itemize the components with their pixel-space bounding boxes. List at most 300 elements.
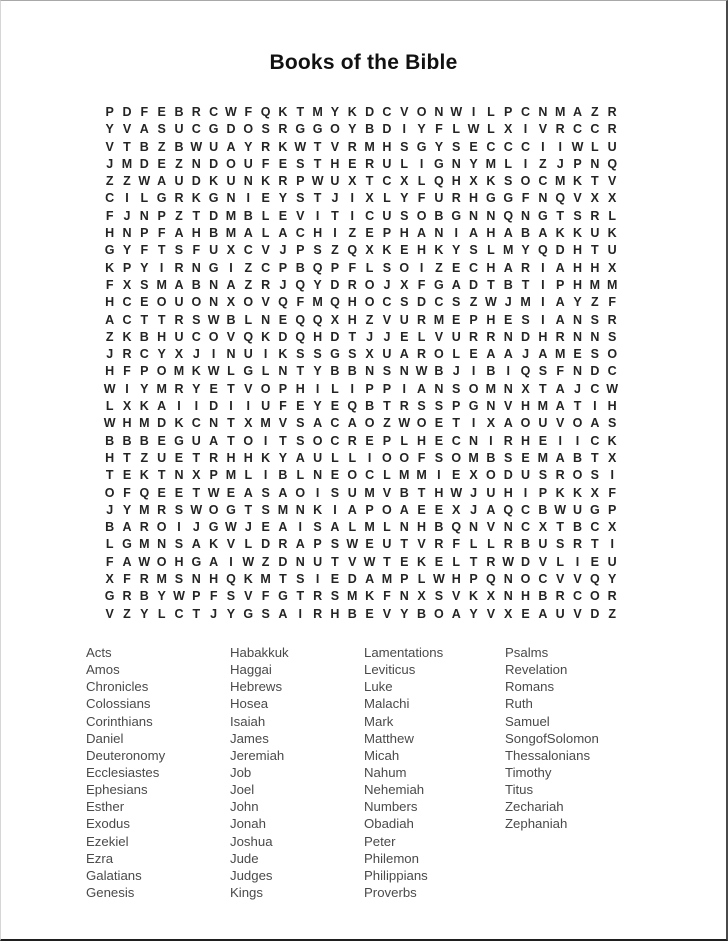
grid-letter: A: [399, 347, 409, 362]
grid-letter: A: [226, 139, 236, 154]
grid-letter: Y: [452, 243, 461, 258]
grid-letter: R: [261, 277, 271, 292]
grid-letter: S: [330, 485, 340, 500]
word-list-item: Numbers: [364, 799, 418, 815]
grid-letter: W: [294, 139, 307, 154]
grid-letter: N: [209, 295, 219, 310]
grid-letter: S: [504, 174, 513, 189]
word-list-item: Philemon: [364, 850, 419, 866]
grid-letter: S: [608, 416, 617, 431]
grid-letter: I: [402, 122, 406, 137]
grid-letter: T: [227, 381, 235, 396]
grid-letter: X: [174, 347, 184, 362]
grid-letter: U: [209, 139, 219, 154]
grid-letter: E: [174, 485, 184, 500]
grid-letter: T: [348, 329, 357, 344]
grid-letter: P: [608, 502, 617, 517]
grid-letter: A: [278, 226, 288, 241]
word-list-item: Genesis: [86, 884, 135, 900]
grid-letter: A: [226, 277, 236, 292]
grid-row: [101, 277, 621, 294]
grid-letter: C: [469, 260, 479, 275]
grid-letter: C: [174, 606, 184, 621]
grid-letter: M: [485, 156, 497, 171]
word-list-item: Deuteronomy: [86, 747, 166, 763]
grid-letter: I: [541, 295, 545, 310]
grid-letter: D: [139, 156, 149, 171]
grid-letter: J: [366, 329, 374, 344]
word-list-item: Ecclesiastes: [86, 764, 160, 780]
grid-letter: K: [573, 174, 583, 189]
grid-letter: S: [556, 537, 565, 552]
grid-letter: F: [296, 295, 305, 310]
grid-letter: T: [591, 450, 599, 465]
grid-letter: K: [486, 174, 496, 189]
grid-letter: Z: [105, 329, 114, 344]
grid-letter: B: [139, 433, 149, 448]
grid-letter: K: [261, 174, 271, 189]
grid-letter: D: [278, 554, 288, 569]
grid-letter: W: [225, 105, 237, 119]
grid-letter: H: [590, 260, 600, 275]
grid-letter: H: [347, 312, 357, 327]
grid-letter: I: [541, 312, 545, 327]
grid-letter: X: [486, 589, 496, 604]
grid-letter: H: [399, 226, 409, 241]
grid-letter: M: [364, 139, 375, 154]
grid-letter: P: [400, 572, 409, 587]
grid-letter: R: [174, 312, 184, 327]
grid-letter: I: [350, 208, 354, 223]
grid-letter: C: [295, 226, 305, 241]
grid-letter: F: [417, 191, 426, 206]
grid-letter: L: [452, 554, 461, 569]
grid-letter: B: [174, 105, 184, 119]
word-list-item: Chronicles: [86, 679, 149, 695]
grid-letter: R: [313, 606, 323, 621]
grid-letter: Q: [295, 277, 306, 292]
grid-letter: A: [399, 502, 409, 517]
word-list-item: Proverbs: [364, 884, 417, 900]
grid-letter: N: [573, 364, 583, 379]
grid-letter: O: [243, 295, 254, 310]
grid-letter: H: [434, 485, 444, 500]
grid-letter: S: [296, 572, 305, 587]
grid-letter: O: [156, 520, 167, 535]
grid-letter: M: [156, 572, 167, 587]
grid-letter: S: [261, 122, 270, 137]
grid-letter: O: [382, 450, 392, 465]
grid-letter: D: [365, 105, 375, 119]
grid-row: [101, 139, 621, 156]
grid-letter: D: [521, 329, 531, 344]
grid-letter: E: [157, 433, 166, 448]
grid-letter: A: [503, 226, 513, 241]
grid-letter: G: [226, 502, 236, 517]
grid-letter: D: [521, 554, 531, 569]
grid-letter: O: [330, 122, 340, 137]
grid-letter: L: [400, 433, 409, 448]
grid-letter: G: [451, 208, 462, 223]
word-list-item: Daniel: [86, 730, 124, 746]
grid-letter: L: [400, 156, 409, 171]
grid-letter: Q: [347, 399, 358, 414]
grid-letter: F: [261, 589, 270, 604]
grid-letter: E: [400, 554, 409, 569]
grid-letter: Q: [330, 295, 340, 310]
word-list-item: Zephaniah: [505, 816, 568, 832]
grid-letter: W: [450, 485, 463, 500]
grid-letter: O: [191, 295, 202, 310]
grid-letter: V: [434, 329, 444, 344]
grid-letter: L: [261, 208, 270, 223]
grid-letter: S: [313, 243, 322, 258]
grid-letter: F: [279, 399, 287, 414]
grid-letter: A: [451, 606, 461, 621]
grid-letter: Q: [347, 243, 358, 258]
grid-letter: S: [590, 312, 600, 327]
grid-letter: T: [157, 312, 166, 327]
grid-letter: I: [541, 277, 545, 292]
grid-letter: U: [538, 416, 548, 431]
grid-letter: L: [227, 364, 235, 379]
grid-letter: M: [260, 416, 271, 431]
grid-letter: C: [122, 312, 132, 327]
grid-row: [101, 173, 621, 190]
grid-letter: L: [331, 381, 339, 396]
grid-letter: M: [468, 450, 479, 465]
grid-letter: B: [521, 537, 531, 552]
grid-letter: N: [174, 468, 184, 483]
grid-letter: D: [382, 122, 392, 137]
grid-letter: X: [469, 468, 478, 483]
grid-letter: K: [347, 105, 357, 119]
grid-letter: Q: [260, 105, 271, 119]
word-list-item: Romans: [505, 679, 555, 695]
grid-letter: N: [538, 105, 548, 119]
grid-letter: X: [608, 260, 617, 275]
grid-letter: N: [434, 105, 444, 119]
grid-letter: J: [106, 347, 114, 362]
grid-letter: I: [593, 399, 597, 414]
grid-letter: H: [157, 329, 167, 344]
grid-letter: E: [521, 606, 530, 621]
grid-letter: A: [555, 399, 565, 414]
grid-letter: H: [486, 260, 496, 275]
grid-letter: T: [539, 381, 547, 396]
grid-letter: N: [521, 208, 531, 223]
grid-letter: E: [400, 243, 409, 258]
grid-letter: Z: [244, 277, 253, 292]
grid-letter: Z: [469, 295, 478, 310]
grid-letter: I: [419, 156, 424, 171]
grid-letter: E: [452, 312, 461, 327]
grid-letter: U: [226, 174, 236, 189]
grid-letter: T: [296, 364, 305, 379]
grid-letter: G: [243, 364, 254, 379]
grid-letter: B: [365, 122, 375, 137]
grid-letter: D: [191, 174, 201, 189]
grid-letter: O: [520, 174, 531, 189]
grid-letter: C: [209, 105, 219, 119]
grid-letter: S: [573, 208, 582, 223]
grid-letter: L: [261, 226, 270, 241]
grid-letter: I: [437, 468, 441, 483]
grid-letter: Q: [520, 364, 531, 379]
grid-letter: R: [174, 191, 184, 206]
grid-letter: B: [434, 364, 444, 379]
grid-letter: P: [278, 381, 288, 396]
grid-letter: A: [417, 226, 427, 241]
word-list-item: Ephesians: [86, 782, 148, 798]
word-list-item: Joel: [230, 782, 255, 798]
grid-letter: A: [503, 347, 513, 362]
grid-letter: H: [538, 329, 548, 344]
grid-letter: E: [504, 312, 513, 327]
grid-letter: Z: [365, 312, 374, 327]
grid-letter: R: [278, 537, 288, 552]
grid-row: [101, 156, 621, 173]
grid-letter: E: [365, 537, 374, 552]
grid-row: [101, 104, 621, 121]
grid-letter: J: [279, 277, 287, 292]
grid-letter: I: [125, 191, 129, 206]
grid-letter: Q: [295, 329, 306, 344]
grid-letter: E: [278, 312, 288, 327]
grid-letter: M: [225, 208, 237, 223]
grid-letter: V: [382, 312, 392, 327]
grid-letter: T: [383, 554, 391, 569]
grid-letter: F: [452, 537, 461, 552]
grid-letter: W: [346, 537, 359, 552]
grid-letter: C: [590, 381, 600, 396]
grid-letter: N: [313, 468, 323, 483]
grid-letter: H: [573, 243, 583, 258]
word-list-item: Malachi: [364, 696, 410, 712]
grid-letter: H: [607, 399, 617, 414]
grid-letter: R: [174, 381, 184, 396]
grid-letter: Y: [469, 156, 478, 171]
grid-letter: O: [486, 468, 496, 483]
grid-letter: J: [123, 208, 131, 223]
grid-letter: S: [382, 364, 392, 379]
grid-letter: T: [192, 606, 201, 621]
grid-letter: V: [556, 416, 565, 431]
grid-letter: V: [573, 606, 582, 621]
grid-letter: M: [606, 277, 618, 292]
grid-letter: K: [469, 589, 479, 604]
grid-letter: J: [106, 156, 114, 171]
grid-letter: O: [156, 295, 167, 310]
grid-letter: A: [503, 416, 513, 431]
grid-letter: K: [555, 226, 565, 241]
grid-letter: V: [226, 329, 236, 344]
grid-row: [101, 329, 621, 346]
grid-letter: I: [194, 399, 199, 414]
grid-letter: L: [487, 122, 495, 137]
grid-letter: K: [191, 191, 201, 206]
grid-letter: R: [590, 208, 600, 223]
grid-letter: J: [556, 156, 564, 171]
grid-letter: I: [419, 260, 424, 275]
grid-letter: M: [589, 277, 601, 292]
grid-letter: T: [123, 450, 131, 465]
grid-letter: H: [451, 572, 461, 587]
grid-letter: E: [365, 226, 374, 241]
grid-letter: K: [607, 433, 617, 448]
grid-letter: I: [246, 399, 251, 414]
grid-letter: L: [261, 364, 270, 379]
grid-letter: N: [226, 191, 236, 206]
grid-letter: I: [506, 364, 510, 379]
grid-letter: I: [159, 260, 164, 275]
word-list-item: Thessalonians: [505, 747, 591, 763]
word-list-item: Nahum: [364, 764, 407, 780]
grid-letter: S: [538, 468, 548, 483]
word-list-item: Isaiah: [230, 713, 266, 729]
grid-letter: A: [174, 277, 184, 292]
grid-letter: N: [486, 399, 496, 414]
grid-letter: J: [192, 520, 200, 535]
grid-letter: N: [503, 329, 513, 344]
grid-letter: V: [105, 139, 114, 154]
grid-letter: C: [365, 208, 375, 223]
grid-letter: T: [192, 450, 201, 465]
grid-letter: U: [434, 191, 444, 206]
grid-letter: F: [417, 277, 426, 292]
grid-letter: K: [278, 139, 288, 154]
grid-letter: R: [486, 329, 496, 344]
grid-letter: X: [330, 312, 340, 327]
grid-letter: E: [365, 433, 374, 448]
grid-letter: A: [347, 416, 357, 431]
grid-letter: T: [417, 485, 426, 500]
grid-letter: N: [503, 520, 513, 535]
grid-letter: X: [504, 122, 513, 137]
grid-letter: S: [452, 139, 461, 154]
grid-letter: W: [571, 139, 584, 154]
grid-letter: E: [434, 433, 444, 448]
word-list-item: Zechariah: [505, 799, 564, 815]
grid-letter: O: [243, 433, 254, 448]
grid-letter: R: [157, 502, 167, 517]
grid-letter: P: [296, 174, 305, 189]
grid-letter: U: [347, 485, 357, 500]
grid-letter: M: [364, 520, 375, 535]
grid-letter: S: [330, 589, 340, 604]
grid-letter: X: [226, 243, 236, 258]
grid-letter: U: [538, 537, 548, 552]
grid-letter: E: [469, 139, 478, 154]
grid-letter: E: [521, 450, 530, 465]
grid-letter: O: [434, 606, 444, 621]
grid-letter: E: [226, 485, 236, 500]
grid-letter: U: [191, 433, 201, 448]
grid-letter: A: [347, 502, 357, 517]
grid-letter: H: [209, 572, 219, 587]
grid-letter: X: [192, 468, 201, 483]
grid-letter: J: [210, 606, 218, 621]
grid-letter: U: [521, 468, 531, 483]
grid-letter: M: [156, 381, 167, 396]
grid-letter: N: [365, 364, 375, 379]
grid-letter: H: [330, 156, 340, 171]
grid-letter: X: [417, 589, 426, 604]
grid-letter: Q: [589, 572, 600, 587]
grid-letter: X: [105, 572, 114, 587]
grid-row: [101, 121, 621, 138]
grid-letter: O: [451, 450, 462, 465]
grid-letter: I: [333, 226, 337, 241]
grid-letter: A: [555, 450, 565, 465]
grid-letter: S: [538, 364, 548, 379]
grid-letter: N: [486, 208, 496, 223]
grid-letter: H: [105, 364, 115, 379]
grid-letter: U: [243, 156, 253, 171]
grid-letter: S: [330, 537, 340, 552]
grid-letter: C: [261, 260, 271, 275]
grid-letter: O: [208, 329, 219, 344]
grid-letter: L: [608, 208, 616, 223]
grid-letter: C: [573, 122, 583, 137]
grid-letter: H: [521, 399, 531, 414]
grid-letter: O: [243, 122, 254, 137]
word-list-item: Kings: [230, 884, 263, 900]
grid-letter: L: [383, 468, 391, 483]
grid-letter: H: [122, 416, 132, 431]
grid-letter: B: [209, 226, 219, 241]
grid-letter: W: [554, 502, 567, 517]
grid-letter: X: [608, 520, 617, 535]
grid-letter: U: [174, 122, 184, 137]
grid-letter: E: [573, 347, 582, 362]
grid-letter: I: [610, 537, 614, 552]
grid-letter: G: [416, 139, 427, 154]
grid-letter: S: [296, 156, 305, 171]
grid-letter: X: [122, 277, 132, 292]
grid-letter: I: [177, 399, 181, 414]
word-list-item: Joshua: [230, 833, 273, 849]
grid-letter: I: [402, 381, 406, 396]
grid-letter: U: [157, 450, 167, 465]
grid-letter: R: [139, 520, 149, 535]
grid-letter: I: [558, 139, 562, 154]
grid-letter: X: [400, 277, 409, 292]
grid-letter: I: [575, 433, 580, 448]
grid-letter: A: [209, 433, 219, 448]
grid-letter: B: [486, 364, 496, 379]
grid-letter: O: [312, 433, 323, 448]
grid-letter: M: [554, 105, 566, 119]
grid-letter: N: [538, 191, 548, 206]
grid-letter: K: [278, 347, 288, 362]
grid-letter: W: [363, 554, 376, 569]
grid-letter: B: [434, 520, 444, 535]
grid-letter: C: [434, 295, 444, 310]
grid-letter: B: [521, 226, 531, 241]
grid-letter: T: [556, 520, 565, 535]
grid-letter: H: [295, 381, 305, 396]
grid-letter: R: [122, 347, 132, 362]
grid-letter: H: [226, 450, 236, 465]
grid-letter: M: [554, 174, 566, 189]
grid-letter: P: [140, 364, 149, 379]
grid-letter: S: [590, 468, 600, 483]
grid-letter: Y: [608, 572, 617, 587]
grid-letter: P: [140, 226, 149, 241]
grid-letter: D: [330, 277, 340, 292]
grid-letter: W: [415, 364, 428, 379]
